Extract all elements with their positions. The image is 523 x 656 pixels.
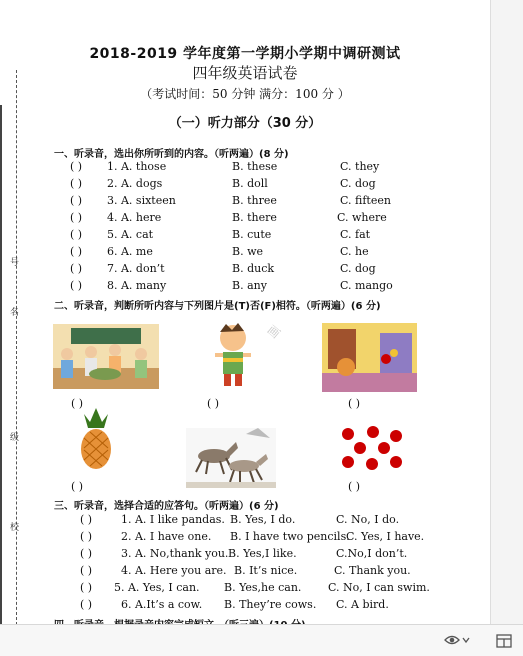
option-c: C. dog [340,177,376,190]
status-bar [0,624,523,656]
option-a: 5. A. Yes, I can. [114,581,200,594]
option-b: B. these [232,160,278,173]
option-b: B. we [232,245,264,258]
classroom-picture [53,324,159,389]
question-row [0,228,490,244]
option-c: C. dog [340,262,376,275]
answer-paren: ( ) [70,160,83,173]
option-a: 2. A. dogs [107,177,163,190]
exam-title: 2018-2019 学年度第一学期小学期中调研测试 [89,46,401,62]
option-c: C. A bird. [336,598,389,611]
option-a: 3. A. sixteen [107,194,176,207]
answer-paren: ( ) [80,581,93,594]
answer-paren: ( ) [70,262,83,275]
option-b: B. any [232,279,267,292]
question-row [0,564,490,580]
exam-info: （考试时间：50 分钟 满分：100 分 ） [140,87,350,101]
option-a: 8. A. many [107,279,167,292]
binding-label: 校 [10,523,20,533]
answer-paren: ( ) [70,245,83,258]
answer-paren: ( ) [70,279,83,292]
option-c: C. where [337,211,387,224]
answer-paren: ( ) [207,397,220,410]
option-a: 4. A. here [107,211,162,224]
option-c: C. No, I do. [336,513,400,526]
option-a: 5. A. cat [107,228,154,241]
answer-paren: ( ) [70,228,83,241]
option-b: B. They’re cows. [224,598,317,611]
section-heading: 三、听录音，选择合适的应答句。（听两遍）(6 分) [54,501,279,512]
question-row [0,530,490,546]
option-a: 1. A. those [107,160,167,173]
option-b: B. there [232,211,277,224]
option-c: C. he [340,245,369,258]
answer-paren: ( ) [80,598,93,611]
option-b: B. duck [232,262,275,275]
answer-paren: ( ) [80,513,93,526]
answer-paren: ( ) [71,480,84,493]
option-c: C. Yes, I have. [346,530,425,543]
question-row [0,245,490,261]
option-c: C. fat [340,228,371,241]
option-b: B. three [232,194,277,207]
binding-label: 级 [10,433,20,443]
option-a: 6. A.It’s a cow. [121,598,203,611]
vertical-scrollbar[interactable] [490,0,523,624]
option-b: B. Yes,he can. [224,581,302,594]
option-b: B. doll [232,177,268,190]
answer-paren: ( ) [80,547,93,560]
answer-paren: ( ) [70,211,83,224]
eye-icon[interactable] [444,633,470,651]
answer-paren: ( ) [70,177,83,190]
exam-subtitle: 四年级英语试卷 [192,64,298,82]
answer-paren: ( ) [80,564,93,577]
question-row [0,513,490,529]
question-row [0,262,490,278]
question-row [0,211,490,227]
question-row [0,581,490,597]
option-b: B. Yes,I like. [228,547,297,560]
answer-paren: ( ) [80,530,93,543]
question-row [0,194,490,210]
option-a: 7. A. don’t [107,262,165,275]
option-b: B. It’s nice. [234,564,298,577]
binding-label: 名 [10,308,20,318]
option-a: 2. A. I have one. [121,530,212,543]
question-row [0,547,490,563]
option-c: C. mango [340,279,393,292]
answer-paren: ( ) [70,194,83,207]
question-row [0,279,490,295]
option-c: C. No, I can swim. [328,581,430,594]
option-a: 6. A. me [107,245,153,258]
binding-label: 号 [10,258,20,268]
question-row [0,160,490,176]
part-title: （一）听力部分（30 分） [168,116,322,131]
option-c: C. Thank you. [334,564,411,577]
answer-paren: ( ) [348,480,361,493]
watermark: 画 [264,322,283,342]
option-c: C. fifteen [340,194,391,207]
section-heading: 一、听录音，选出你所听到的内容。（听两遍）(8 分) [54,149,289,160]
answer-paren: ( ) [348,397,361,410]
apples-picture [340,426,406,474]
option-b: B. I have two pencils. [230,530,350,543]
option-b: B. cute [232,228,272,241]
section-heading: 二、听录音，判断所听内容与下列图片是(T)否(F)相符。（听两遍）(6 分) [54,301,381,312]
option-c: C.No,I don’t. [336,547,408,560]
option-a: 4. A. Here you are. [121,564,227,577]
layout-icon[interactable] [496,633,512,653]
question-row [0,177,490,193]
option-a: 3. A. No,thank you. [121,547,229,560]
horses-picture [186,428,276,488]
binding-dashed-line [16,70,17,630]
pineapple-picture [78,408,114,470]
option-b: B. Yes, I do. [230,513,296,526]
question-row [0,598,490,614]
option-c: C. they [340,160,380,173]
cartoon-kid-picture [212,322,254,390]
option-a: 1. A. I like pandas. [121,513,225,526]
room-picture [322,323,417,392]
answer-paren: ( ) [71,397,84,410]
